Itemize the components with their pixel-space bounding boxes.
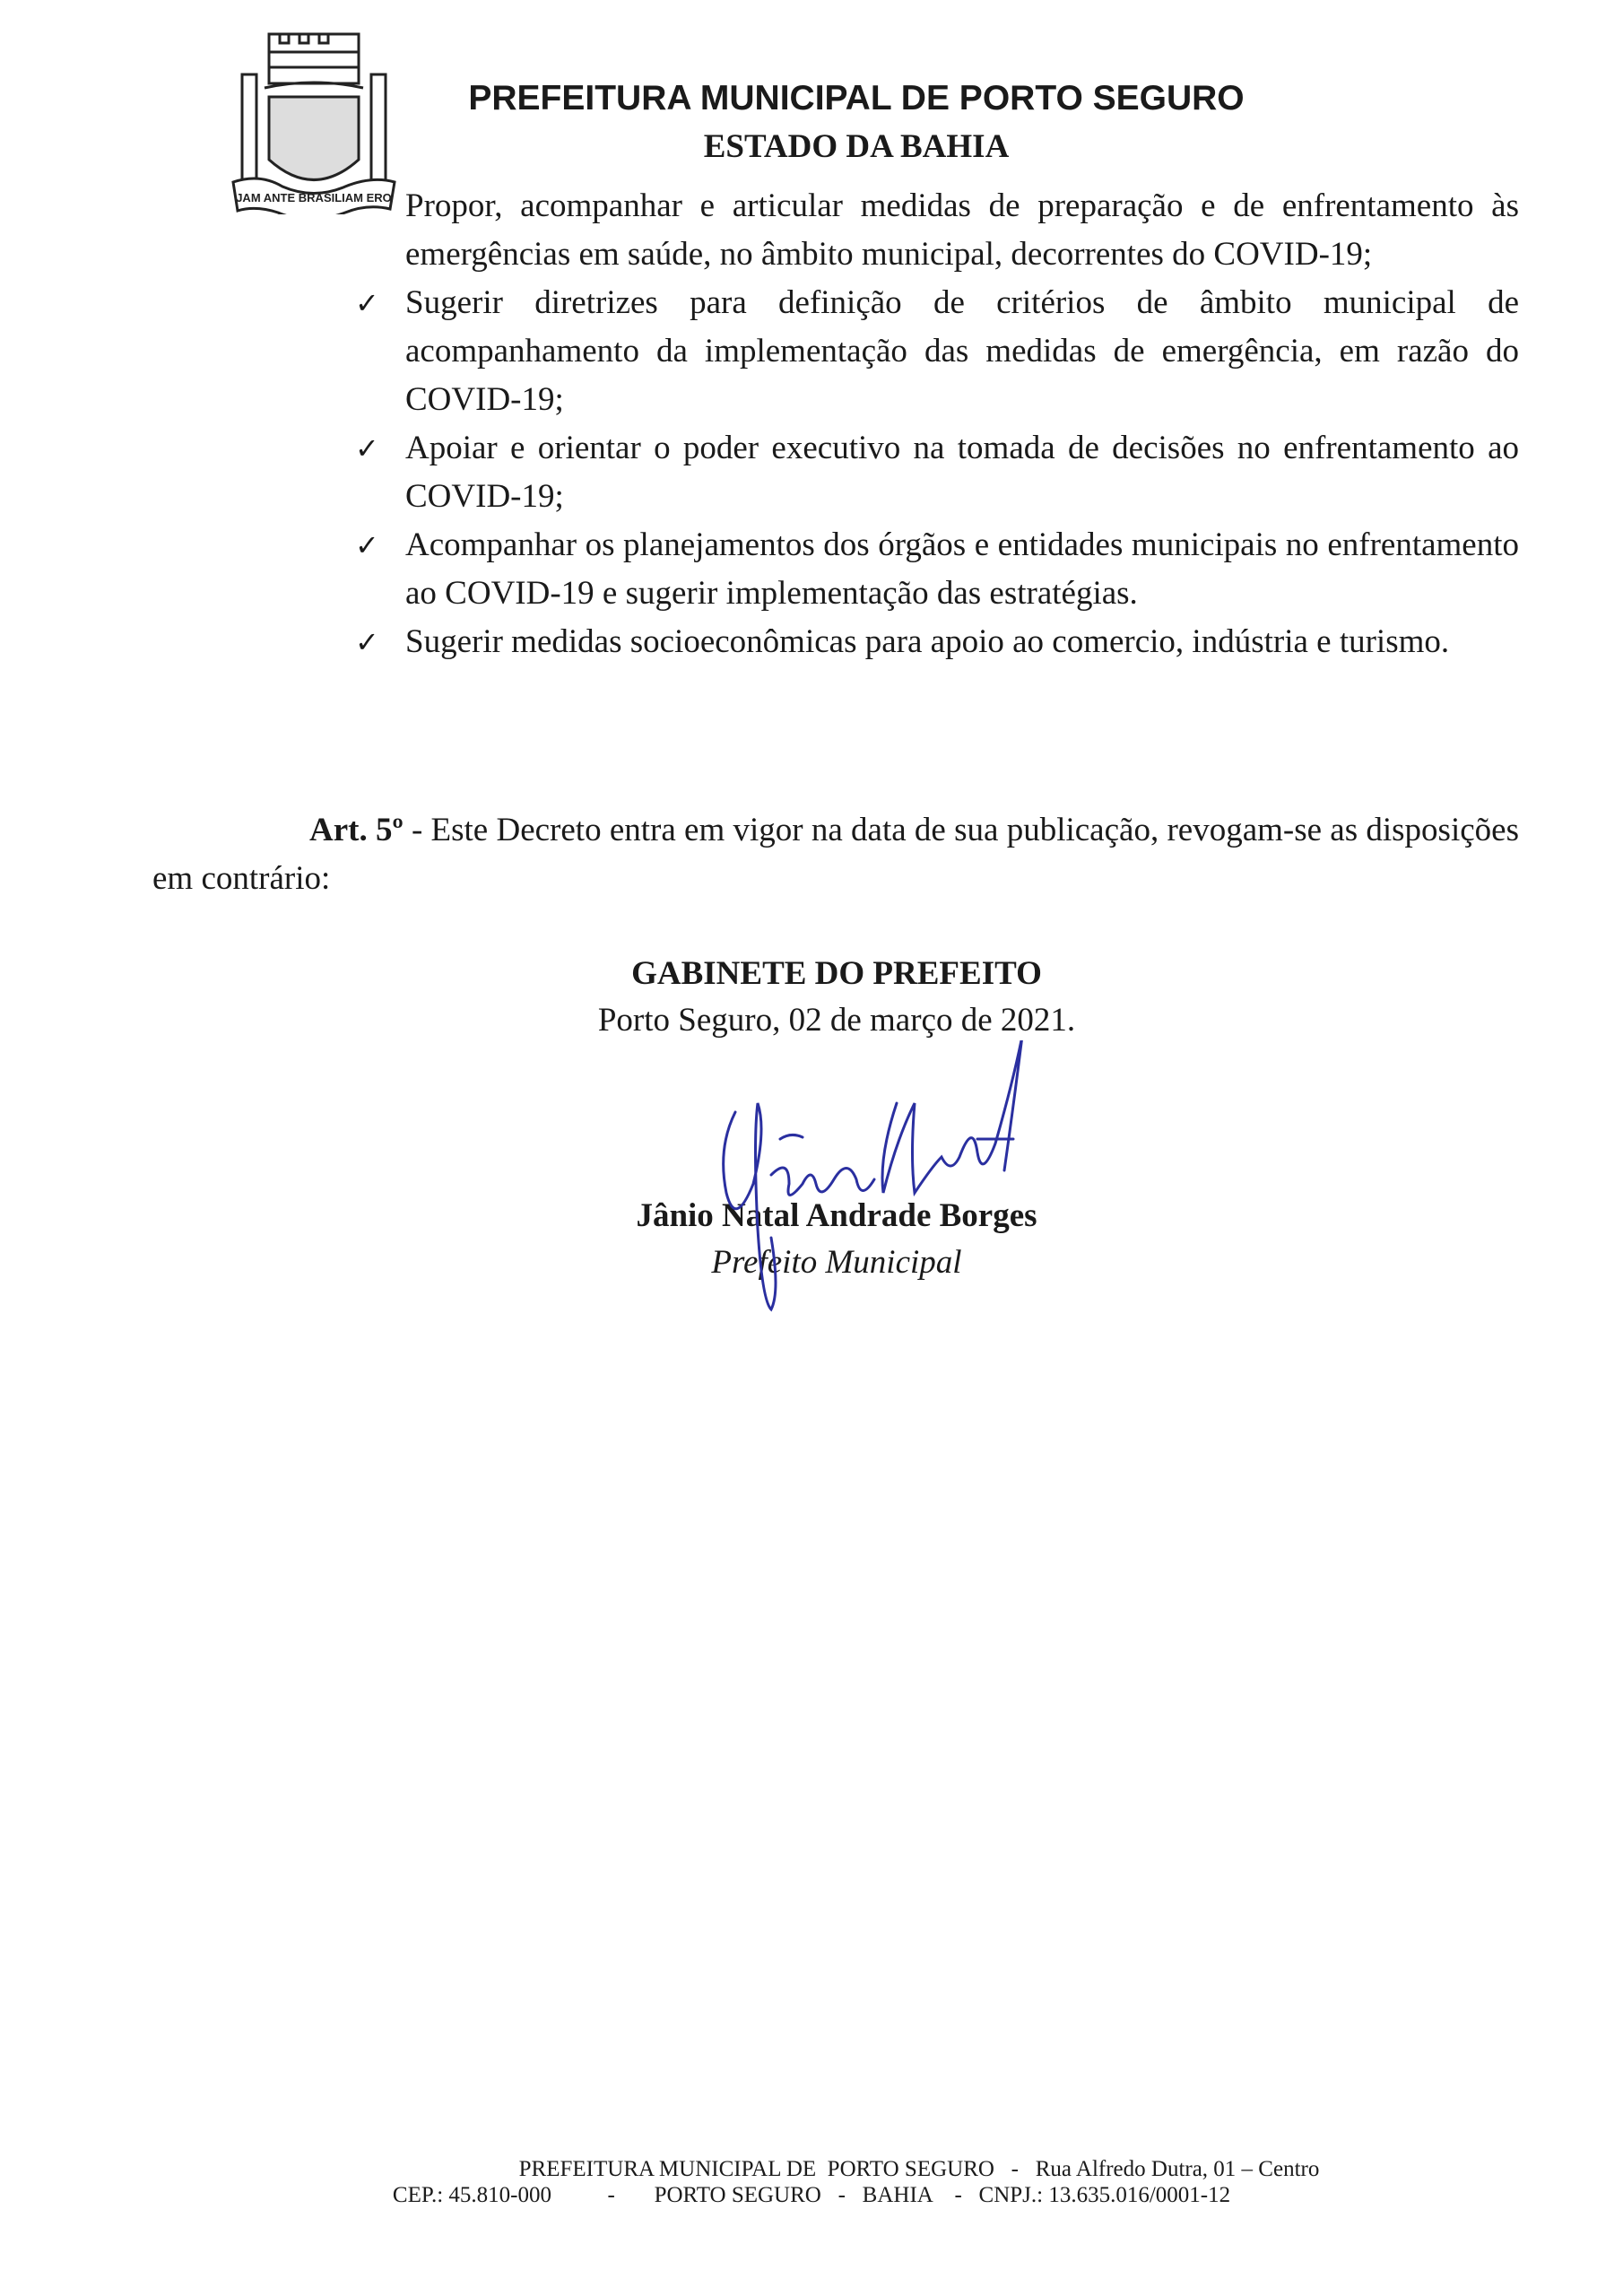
list-item-text: Acompanhar os planejamentos dos órgãos e entidades municipais no enfrentamento ao COVID-19 e sugerir implementação das estratégias.	[405, 526, 1519, 612]
signer-name: Jânio Natal Andrade Borges	[636, 1197, 1037, 1234]
list-item	[405, 182, 1519, 279]
footer-registration-line: CEP.: 45.810-000 - PORTO SEGURO - BAHIA - CNPJ.: 13.635.016/0001-12	[392, 2183, 1231, 2207]
date-line: Porto Seguro, 02 de março de 2021.	[597, 1002, 1076, 1039]
article-text: - Este Decreto entra em vigor na data de sua publicação, revogam-se as disposições em contrário:	[152, 812, 1519, 897]
handwritten-signature	[681, 1040, 1148, 1327]
footer-address-line: PREFEITURA MUNICIPAL DE PORTO SEGURO - Rua Alfredo Dutra, 01 – Centro	[518, 2157, 1320, 2181]
header-title: PREFEITURA MUNICIPAL DE PORTO SEGURO	[468, 79, 1245, 117]
checkmark-icon: ✓	[355, 528, 379, 562]
article-5	[152, 806, 1519, 903]
list-item-text: Sugerir medidas socioeconômicas para apoio ao comercio, indústria e turismo.	[405, 623, 1450, 660]
logo-motto: JAM ANTE BRASILIAM ERO	[236, 191, 392, 204]
checkmark-icon: ✓	[355, 286, 379, 320]
header-subtitle: ESTADO DA BAHIA	[703, 128, 1010, 165]
checkmark-icon: ✓	[355, 431, 379, 465]
list-item-text: Sugerir diretrizes para definição de critérios de âmbito municipal de acompanhamento da implementação das medidas de emergência, em razão do COVID-19;	[405, 284, 1519, 418]
list-item	[355, 618, 1519, 666]
article-label: Art. 5º	[309, 812, 404, 848]
list-item	[355, 521, 1519, 618]
office-heading: GABINETE DO PREFEITO	[631, 955, 1042, 992]
checkmark-icon: ✓	[355, 625, 379, 659]
list-item-text: Propor, acompanhar e articular medidas de preparação e de enfrentamento às emergências em saúde, no âmbito municipal, decorrentes do COVID-19;	[405, 187, 1519, 273]
coat-of-arms-logo	[229, 30, 399, 214]
list-item-text: Apoiar e orientar o poder executivo na tomada de decisões no enfrentamento ao COVID-19;	[405, 430, 1519, 515]
list-item	[355, 279, 1519, 424]
duties-list	[355, 182, 1519, 666]
list-item	[355, 424, 1519, 521]
signer-role: Prefeito Municipal	[711, 1244, 962, 1281]
